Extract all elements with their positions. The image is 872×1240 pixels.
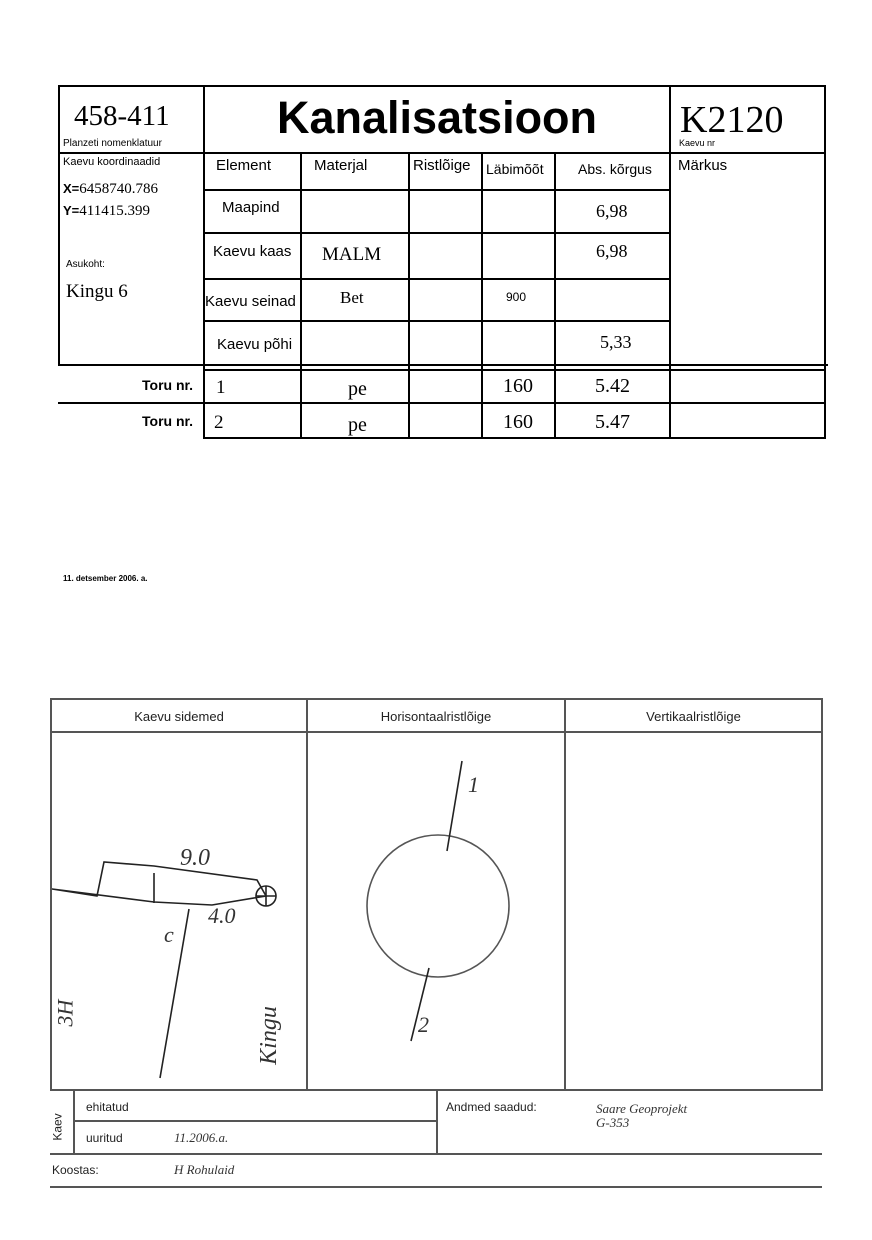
col-header-height: Abs. kõrgus <box>578 161 652 177</box>
x-label: X= <box>63 181 80 196</box>
source-value-company: Saare Geoprojekt <box>596 1101 688 1116</box>
pipe-diameter: 160 <box>503 411 533 433</box>
sketch-col-connections: Kaevu sidemed <box>134 709 224 724</box>
sketch-col-horizontal: Horisontaalristlõige <box>380 709 492 724</box>
x-value: 6458740.786 <box>79 181 159 197</box>
location-label: Asukoht: <box>66 259 105 270</box>
row-height: 6,98 <box>596 201 628 221</box>
row-material: Bet <box>340 288 364 307</box>
pipe-label: Toru nr. <box>142 377 194 393</box>
pipe-height: 5.42 <box>595 375 630 397</box>
pipe-height: 5.47 <box>595 411 630 433</box>
sheet-caption: Planzeti nomenklatuur <box>63 138 162 149</box>
source-value-code: G-353 <box>596 1115 630 1130</box>
page-title: Kanalisatsioon <box>276 92 598 143</box>
row-element: Kaevu seinad <box>205 293 296 310</box>
row-height: 5,33 <box>600 332 632 352</box>
pipe-material: pe <box>348 378 367 400</box>
pipe-number: 1 <box>216 377 226 398</box>
location-value: Kingu 6 <box>66 281 128 302</box>
row-diameter: 900 <box>506 290 527 304</box>
row-element: Kaevu põhi <box>217 336 293 353</box>
hand-pipe-2: 2 <box>418 1012 429 1037</box>
y-value: 411415.399 <box>79 203 150 219</box>
row-material: MALM <box>322 244 382 265</box>
pipe-label: Toru nr. <box>142 413 194 429</box>
col-header-element: Element <box>216 157 272 174</box>
pipe-diameter: 160 <box>503 375 533 397</box>
row-element: Maapind <box>222 199 280 216</box>
hand-building-3h: 3H <box>52 999 78 1027</box>
row-element: Kaevu kaas <box>213 243 292 260</box>
compiled-value: H Rohulaid <box>174 1162 235 1177</box>
source-label: Andmed saadud: <box>446 1100 537 1114</box>
col-header-cross: Ristlõige <box>413 157 471 174</box>
hand-letter-c: c <box>164 922 174 947</box>
hand-distance-4: 4.0 <box>208 903 236 928</box>
col-header-notes: Märkus <box>678 157 728 174</box>
sketch-col-vertical: Vertikaalristlõige <box>646 709 741 724</box>
sheet-number: 458-411 <box>74 100 170 132</box>
pipe-number: 2 <box>214 412 224 433</box>
built-label: ehitatud <box>86 1100 129 1114</box>
horizontal-section-sketch <box>308 733 564 1089</box>
y-coordinate <box>63 202 150 220</box>
surveyed-label: uuritud <box>86 1131 123 1145</box>
col-header-material: Materjal <box>314 157 368 174</box>
x-coordinate <box>63 180 158 198</box>
col-header-diameter: Läbimõõt <box>486 161 544 177</box>
well-number: K2120 <box>680 99 784 141</box>
y-label: Y= <box>63 203 80 218</box>
well-side-label: Kaev <box>50 1113 65 1141</box>
well-caption: Kaevu nr <box>679 138 716 148</box>
compiled-label: Koostas: <box>52 1163 99 1177</box>
document-date: 11. detsember 2006. a. <box>63 574 148 583</box>
row-height: 6,98 <box>596 241 628 261</box>
hand-distance-9: 9.0 <box>180 845 210 871</box>
pipe-material: pe <box>348 414 367 436</box>
hand-pipe-1: 1 <box>468 772 479 797</box>
coords-label: Kaevu koordinaadid <box>63 156 161 168</box>
surveyed-value: 11.2006.a. <box>174 1130 229 1145</box>
hand-street-name: Kingu <box>255 1006 282 1065</box>
